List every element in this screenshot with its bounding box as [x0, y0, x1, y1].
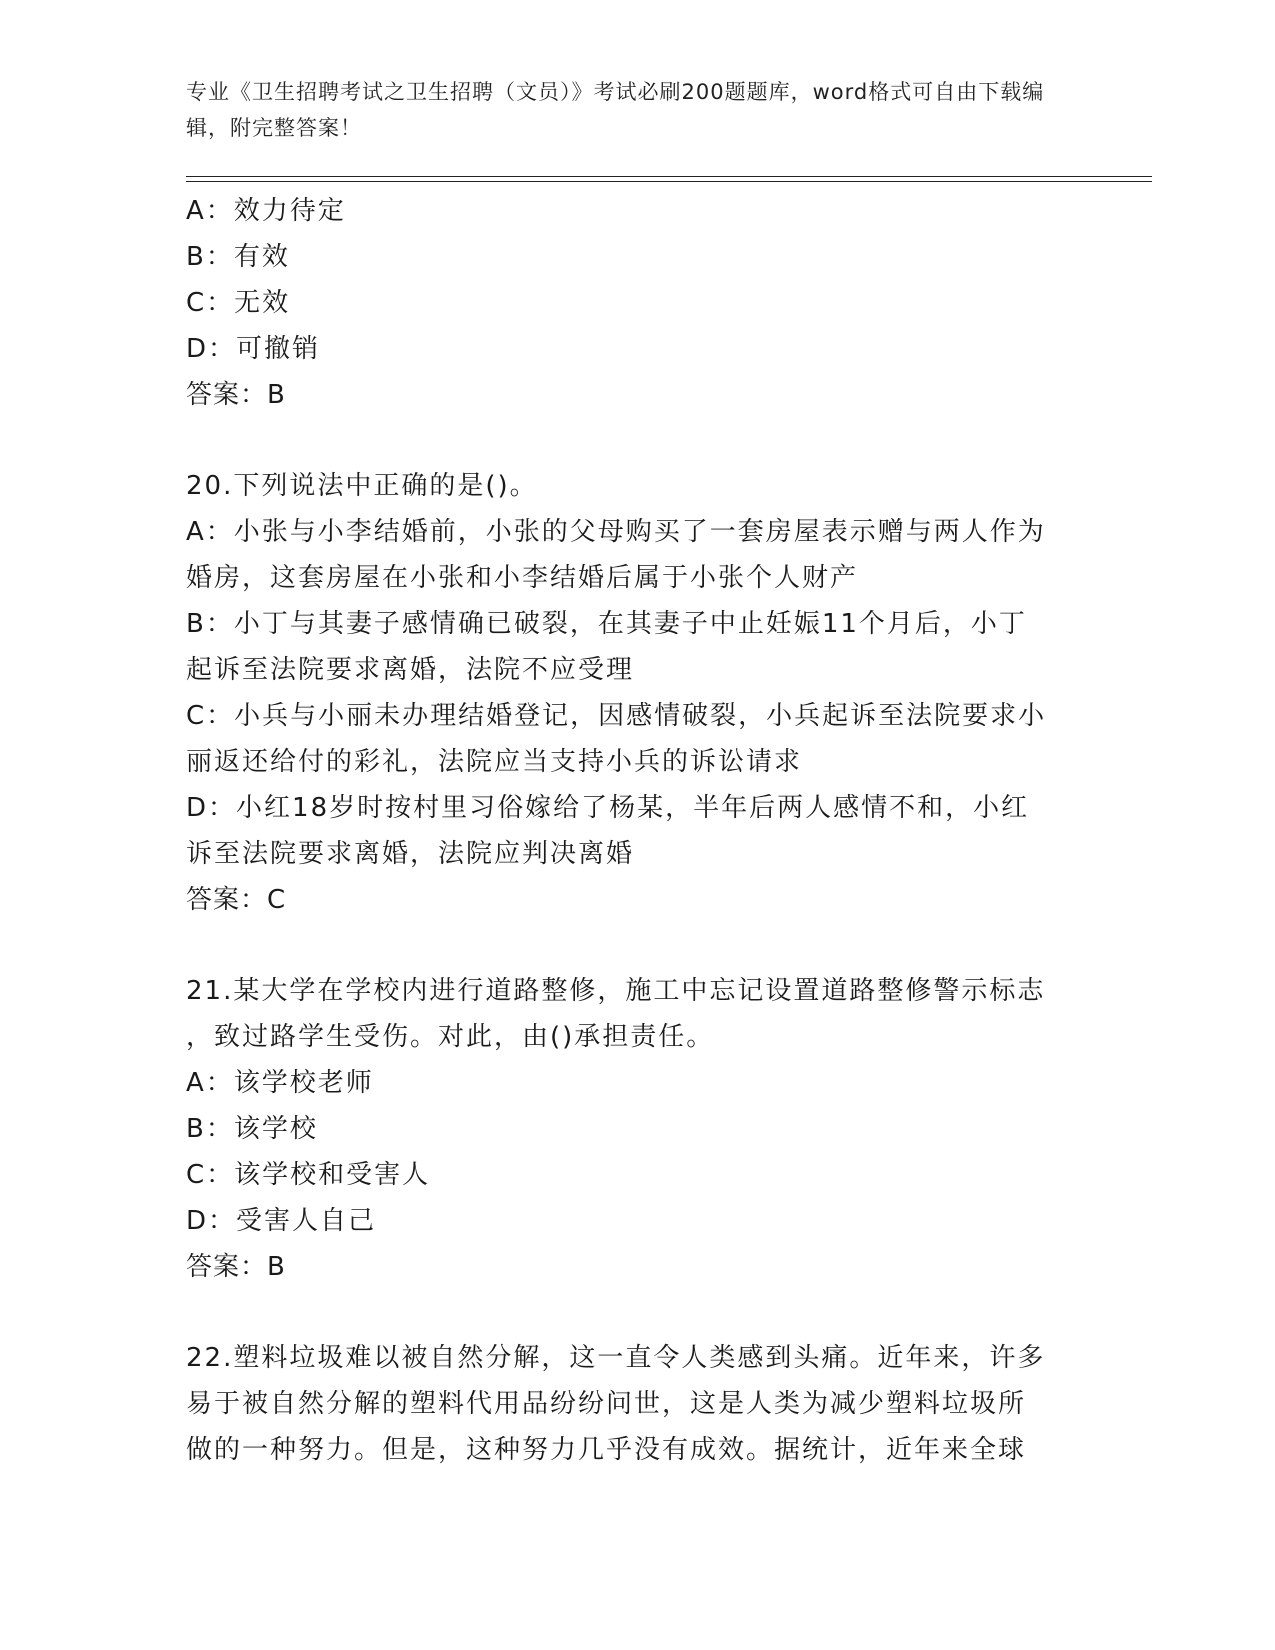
document-page: [186, 0, 1146, 1650]
spacer: [186, 923, 1066, 968]
question-stem-line: 做的一种努力。但是，这种努力几乎没有成效。据统计，近年来全球: [186, 1435, 1027, 1465]
answer-line: 答案：B: [186, 1252, 286, 1282]
question-stem-line: 22.塑料垃圾难以被自然分解，这一直令人类感到头痛。近年来，许多: [186, 1343, 1046, 1373]
option-a: A：该学校老师: [186, 1068, 374, 1098]
answer-line: 答案：C: [186, 885, 287, 915]
option-line: A：小张与小李结婚前，小张的父母购买了一套房屋表示赠与两人作为: [186, 517, 1046, 547]
spacer: [186, 418, 1066, 463]
option-line: B：小丁与其妻子感情确已破裂，在其妻子中止妊娠11个月后，小丁: [186, 609, 1027, 639]
header-rule-top: [186, 176, 1152, 177]
question-19: [186, 188, 1066, 418]
page-header: 专业《卫生招聘考试之卫生招聘（文员）》考试必刷200题题库，word格式可自由下载编辑，附完整答案！: [186, 80, 1045, 140]
option-line: D：小红18岁时按村里习俗嫁给了杨某，半年后两人感情不和，小红: [186, 793, 1030, 823]
question-20: [186, 463, 1066, 923]
header-rule-bottom: [186, 181, 1152, 182]
option-c: C：无效: [186, 288, 291, 318]
question-content: [186, 188, 1066, 1473]
option-line: 婚房，这套房屋在小张和小李结婚后属于小张个人财产: [186, 563, 859, 593]
option-c: C：该学校和受害人: [186, 1160, 431, 1190]
question-21: [186, 968, 1066, 1290]
option-d: D：受害人自己: [186, 1206, 377, 1236]
answer-line: 答案：B: [186, 380, 286, 410]
option-a: A：效力待定: [186, 196, 346, 226]
question-stem-line: 易于被自然分解的塑料代用品纷纷问世，这是人类为减少塑料垃圾所: [186, 1389, 1027, 1419]
question-22: [186, 1335, 1066, 1473]
option-d: D：可撤销: [186, 334, 321, 364]
option-line: 丽返还给付的彩礼，法院应当支持小兵的诉讼请求: [186, 747, 803, 777]
option-b: B：该学校: [186, 1114, 318, 1144]
option-line: 起诉至法院要求离婚，法院不应受理: [186, 655, 635, 685]
question-stem: 20.下列说法中正确的是()。: [186, 471, 538, 501]
option-line: C：小兵与小丽未办理结婚登记，因感情破裂，小兵起诉至法院要求小: [186, 701, 1047, 731]
option-b: B：有效: [186, 242, 290, 272]
option-line: 诉至法院要求离婚，法院应判决离婚: [186, 839, 635, 869]
spacer: [186, 1290, 1066, 1335]
question-stem-line: 21.某大学在学校内进行道路整修，施工中忘记设置道路整修警示标志: [186, 976, 1046, 1006]
question-stem-line: ，致过路学生受伤。对此，由()承担责任。: [186, 1022, 715, 1052]
